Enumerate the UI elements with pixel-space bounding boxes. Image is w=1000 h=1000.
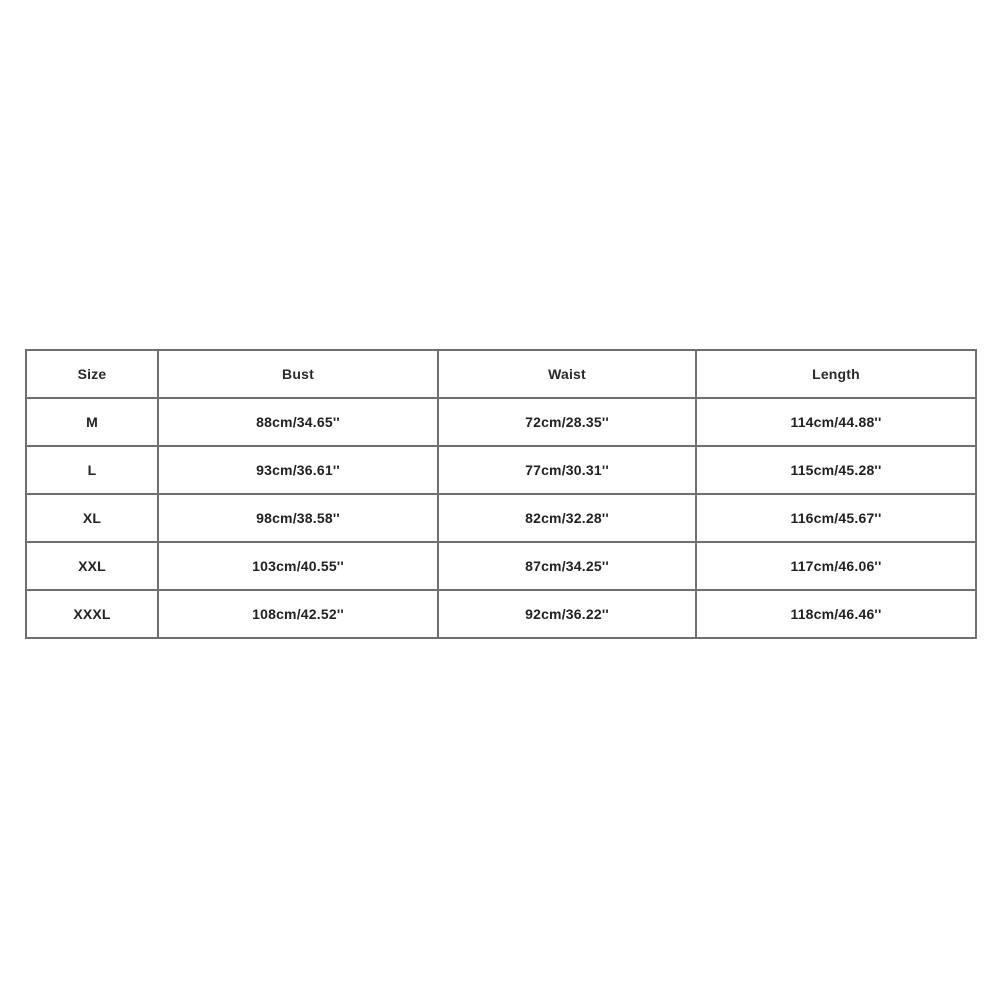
table-row	[26, 446, 976, 494]
cell-length: 115cm/45.28''	[696, 446, 976, 494]
cell-size: XXXL	[26, 590, 158, 638]
size-chart-table	[25, 349, 977, 639]
cell-waist: 82cm/32.28''	[438, 494, 696, 542]
cell-length: 117cm/46.06''	[696, 542, 976, 590]
cell-waist: 92cm/36.22''	[438, 590, 696, 638]
cell-bust: 108cm/42.52''	[158, 590, 438, 638]
table-row	[26, 398, 976, 446]
cell-waist: 77cm/30.31''	[438, 446, 696, 494]
cell-waist: 72cm/28.35''	[438, 398, 696, 446]
cell-bust: 103cm/40.55''	[158, 542, 438, 590]
table-header-row	[26, 350, 976, 398]
cell-length: 118cm/46.46''	[696, 590, 976, 638]
cell-size: XXL	[26, 542, 158, 590]
cell-length: 116cm/45.67''	[696, 494, 976, 542]
cell-size: M	[26, 398, 158, 446]
table-row	[26, 494, 976, 542]
header-waist: Waist	[438, 350, 696, 398]
table-row	[26, 590, 976, 638]
cell-length: 114cm/44.88''	[696, 398, 976, 446]
cell-size: L	[26, 446, 158, 494]
header-bust: Bust	[158, 350, 438, 398]
cell-size: XL	[26, 494, 158, 542]
cell-bust: 93cm/36.61''	[158, 446, 438, 494]
cell-bust: 98cm/38.58''	[158, 494, 438, 542]
cell-waist: 87cm/34.25''	[438, 542, 696, 590]
cell-bust: 88cm/34.65''	[158, 398, 438, 446]
header-size: Size	[26, 350, 158, 398]
header-length: Length	[696, 350, 976, 398]
table-row	[26, 542, 976, 590]
